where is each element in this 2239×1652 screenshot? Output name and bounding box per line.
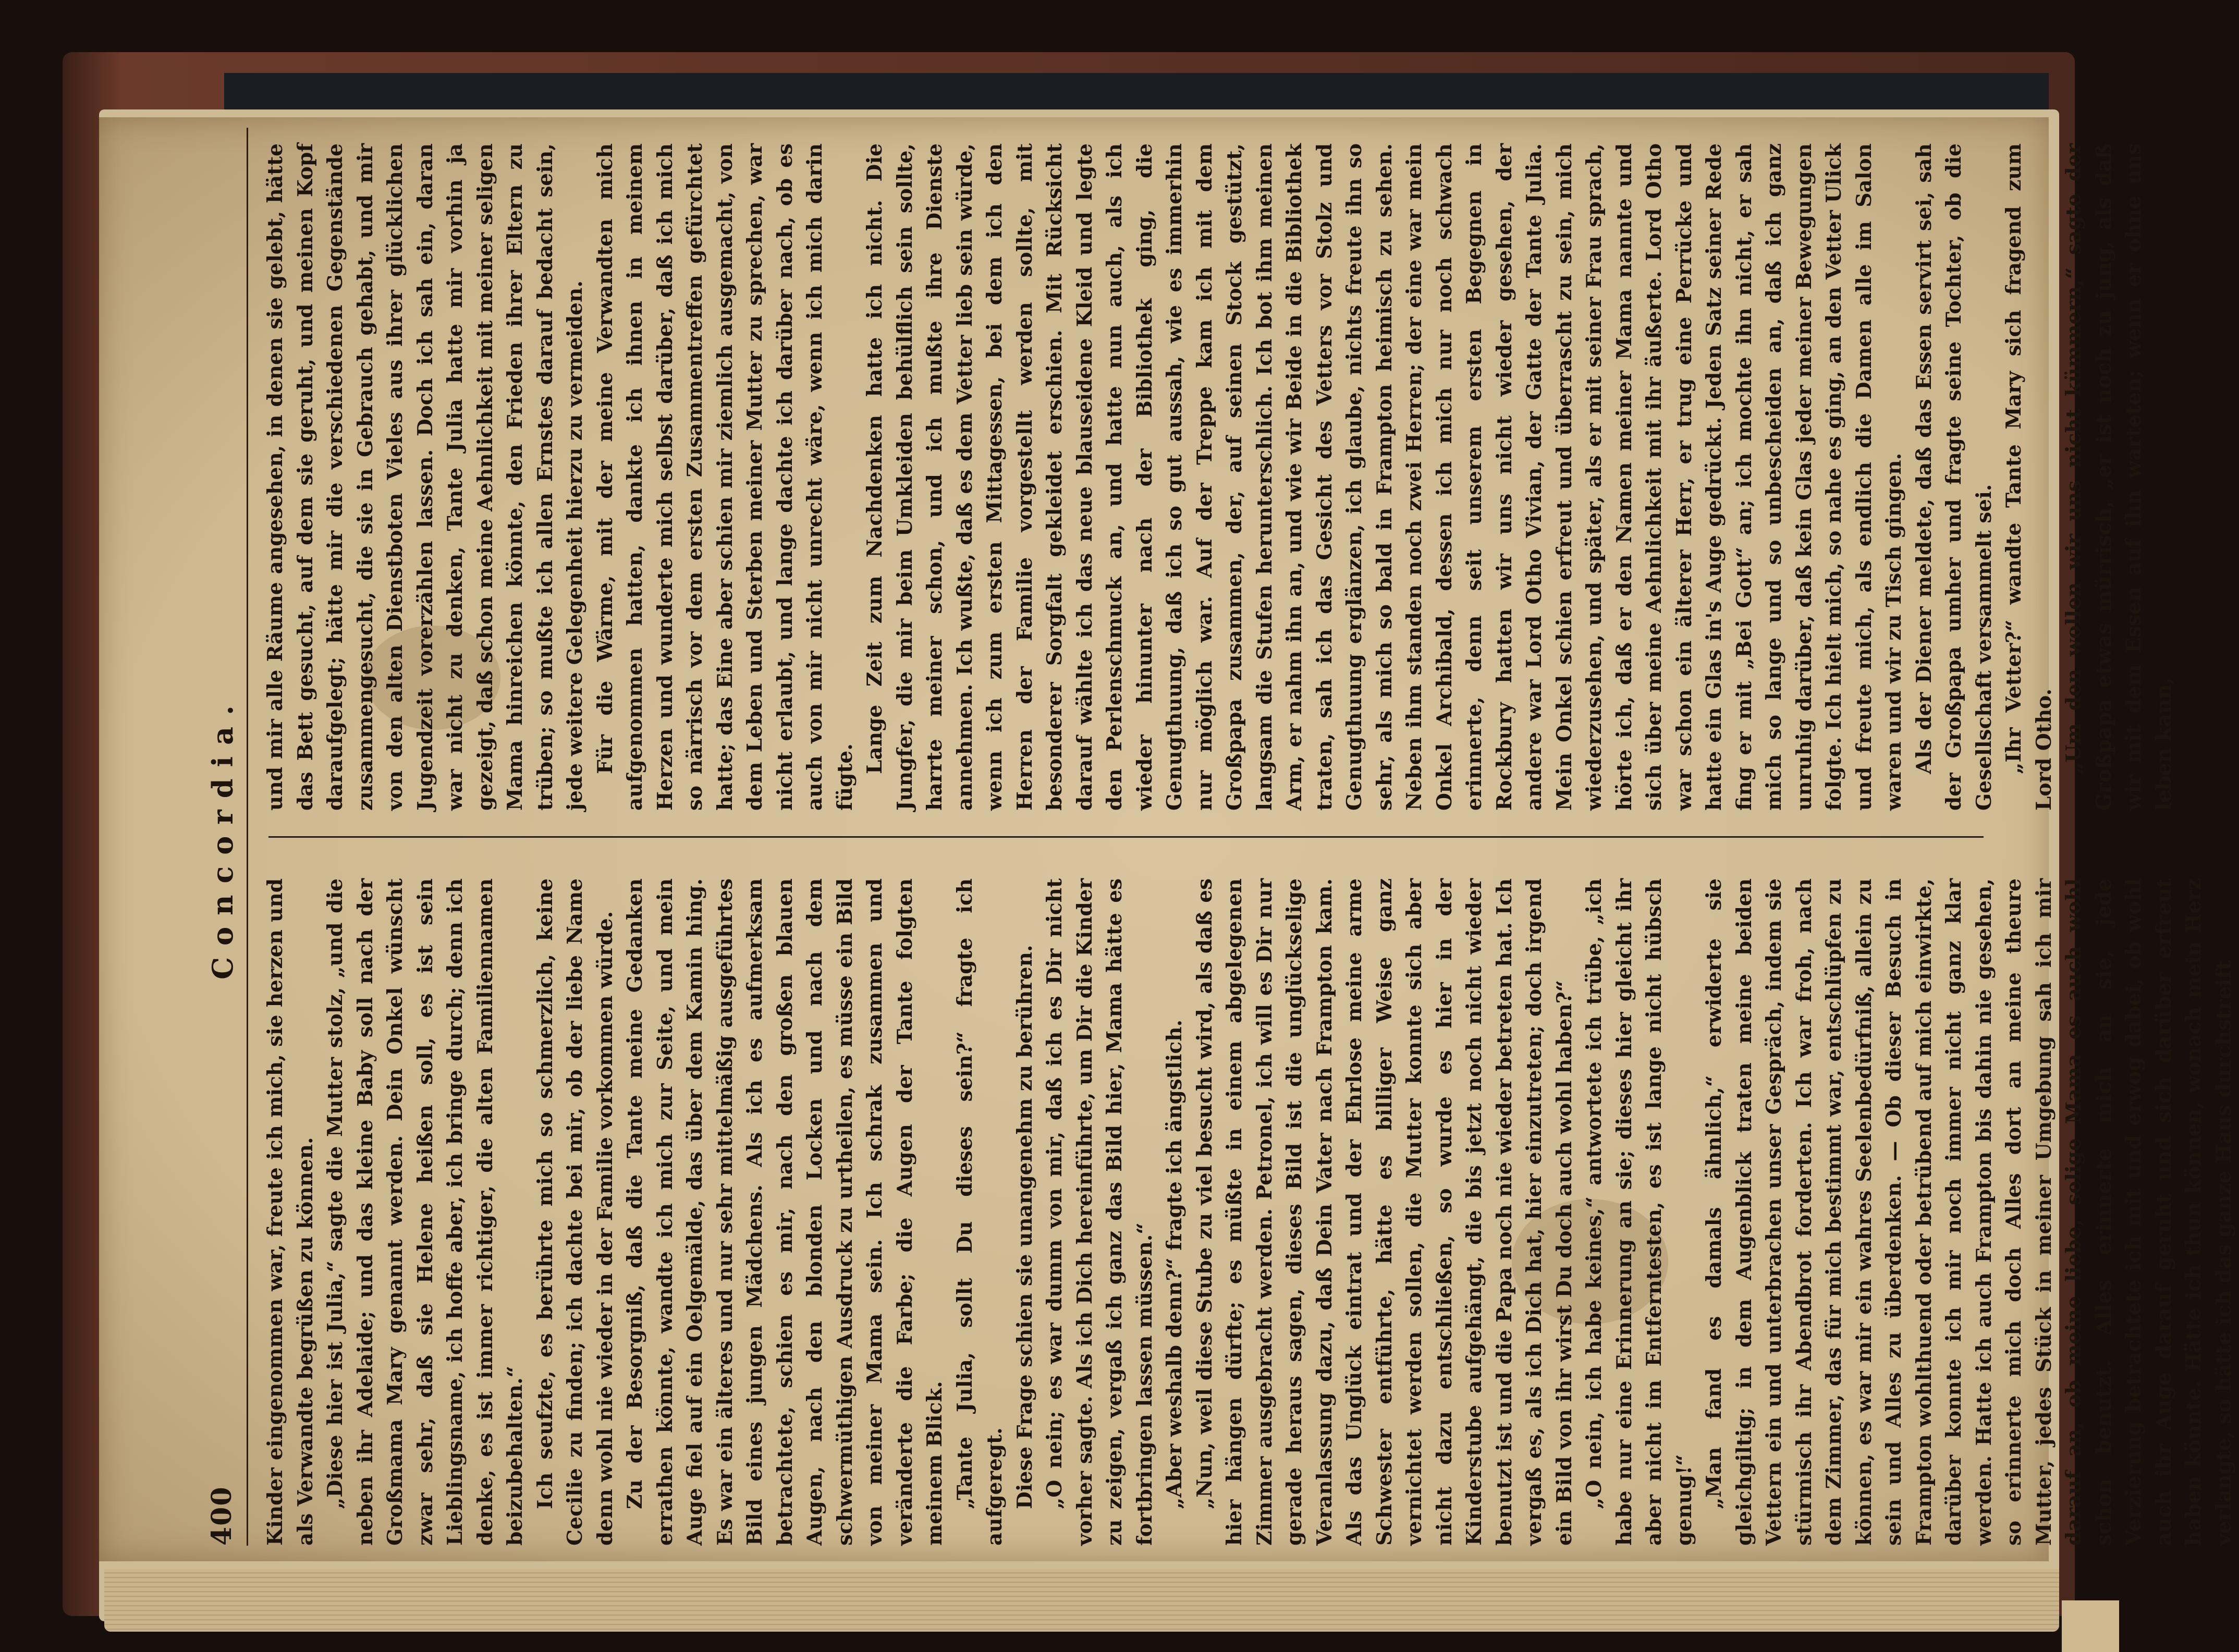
paragraph: „O nein; es war dumm von mir, daß ich es Dir nicht vorher sagte. Als ich Dich hereinführte, um Dir die Kinder zu zeigen, vergaß ich ganz das Bild hier, Mama hätte es fortbringen lassen müssen.“	[1043, 878, 1157, 1546]
paragraph: „Um den wollen wir uns nicht kümmern,“ sagte der Großpapa etwas mürrisch, „er ist noch zu jung, als daß wir mit dem Essen auf ihn warteten; wenn er ohne uns leben kann,	[2062, 143, 2176, 811]
page-edges	[104, 1569, 2059, 1632]
paragraph: „O nein, ich habe keines,“ antwortete ich trübe, „ich habe nur eine Erinnerung an sie; dieses hier gleicht ihr aber nicht im Entferntesten, es ist lange nicht hübsch genug!“	[1582, 878, 1696, 1546]
paragraph: Diese Frage schien sie unangenehm zu berühren.	[1012, 945, 1037, 1509]
text-column-right	[261, 143, 2176, 811]
paragraph: Lange Zeit zum Nachdenken hatte ich nicht. Die Jungfer, die mir beim Umkleiden behülflich sein sollte, harrte meiner schon, und ich mußte ihre Dienste annehmen. Ich wußte, daß es dem Vetter lieb sein würde, wenn ich zum ersten Mittagessen, bei dem ich den Herren der Familie vorgestellt werden sollte, mit besonderer Sorgfalt gekleidet erschien. Mit Rücksicht darauf wählte ich das neue blauseidene Kleid und legte den Perlenschmuck an, und hatte nun auch, als ich wieder hinunter nach der Bibliothek ging, die Genugthuung, daß ich so gut aussah, wie es immerhin nur möglich war. Auf der Treppe kam ich mit dem Großpapa zusammen, der, auf seinen Stock gestützt, langsam die Stufen herunterschlich. Ich bot ihm meinen Arm, er nahm ihn an, und wie wir Beide in die Bibliothek traten, sah ich das Gesicht des Vetters vor Stolz und Genugthuung erglänzen, ich glaube, nichts freute ihn so sehr, als mich so bald in Frampton heimisch zu sehen. Neben ihm standen noch zwei Herren; der eine war mein Onkel Archibald, dessen ich mich nur noch schwach erinnerte, denn seit unserem ersten Begegnen in Rockbury hatten wir uns nicht wieder gesehen, der andere war Lord Otho Vivian, der Gatte der Tante Julia. Mein Onkel schien erfreut und überrascht zu sein, mich wiederzusehen, und später, als er mit seiner Frau sprach, hörte ich, daß er den Namen meiner Mama nannte und sich über meine Aehnlichkeit mit ihr äußerte. Lord Otho war schon ein älterer Herr, er trug eine Perrücke und hatte ein Glas in's Auge gedrückt. Jeden Satz seiner Rede fing er mit „Bei Gott“ an; ich mochte ihn nicht, er sah mich so lange und so unbescheiden an, daß ich ganz unruhig darüber, daß kein Glas jeder meiner Bewegungen folgte. Ich hielt mich, so nahe es ging, an den Vetter Ulick und freute mich, als endlich die Damen alle im Salon waren und wir zu Tisch gingen.	[863, 143, 1906, 811]
running-head: Concordia.	[206, 694, 239, 980]
paragraph: „Man fand es damals ähnlich,“ erwiderte sie gleichgiltig; in dem Augenblick traten meine beiden Vettern ein und unterbrachen unser Gespräch, indem sie stürmisch ihr Abendbrot forderten. Ich war froh, nach dem Zimmer, das für mich bestimmt war, entschlüpfen zu können, es war mir ein wahres Seelenbedürfniß, allein zu sein und Alles zu überdenken. — Ob dieser Besuch in Frampton wohlthuend oder betrübend auf mich einwirkte, darüber konnte ich mir noch immer nicht ganz klar werden. Hatte ich auch Frampton bis dahin nie gesehen, so erinnerte mich doch Alles dort an meine theure Mutter, jedes Stück in meiner Umgebung sah ich mir darauf an, ob meine liebe, selige Mama es auch wohl schon benutzt. Alles erinnerte mich an sie, jede Verzierung betrachtete ich mit und erwog dabei, ob wohl auch ihr Auge darauf geruht und sich darüber erfreut haben könnte. Hätte ich thun können, wonach mein Herz verlangte, so hätte ich das ganze Haus durchstreift	[1702, 878, 2236, 1546]
paragraph: Zu der Besorgniß, daß die Tante meine Gedanken errathen könnte, wandte ich mich zur Seite, und mein Auge fiel auf ein Oelgemälde, das über dem Kamin hing. Es war ein älteres und nur sehr mittelmäßig ausgeführtes Bild eines jungen Mädchens. Als ich es aufmerksam betrachtete, schien es mir, nach den großen blauen Augen, nach den blonden Locken und nach dem schwermüthigen Ausdruck zu urtheilen, es müsse ein Bild von meiner Mama sein. Ich schrak zusammen und veränderte die Farbe; die Augen der Tante folgten meinem Blick.	[623, 878, 947, 1546]
text-column-left	[261, 878, 2236, 1546]
rotated-page-content	[206, 112, 2236, 1561]
paragraph: Kinder eingenommen war, freute ich mich, sie herzen und als Verwandte begrüßen zu können.	[263, 878, 317, 1546]
paragraph: Als der Diener meldete, daß das Essen servirt sei, sah der Großpapa umher und fragte seine Tochter, ob die Gesellschaft versammelt sei.	[1912, 143, 1996, 811]
page-header	[206, 112, 253, 1561]
paragraph: „Ihr Vetter?“ wandte Tante Mary sich fragend zum Lord Otho.	[2002, 143, 2056, 811]
paragraph: „Aber weshalb denn?“ fragte ich ängstlich.	[1163, 1019, 1186, 1509]
column-divider	[268, 836, 1984, 838]
paragraph: Für die Wärme, mit der meine Verwandten mich aufgenommen hatten, dankte ich ihnen in meinem Herzen und wunderte mich selbst darüber, daß ich mich so närrisch vor dem ersten Zusammentreffen gefürchtet hatte; das Eine aber schien mir ziemlich ausgemacht, von dem Leben und Sterben meiner Mutter zu sprechen, war nicht erlaubt, und lange dachte ich darüber nach, ob es auch von mir nicht unrecht wäre, wenn ich mich darin fügte.	[593, 143, 857, 811]
header-rule	[247, 128, 248, 1546]
paragraph: und mir alle Räume angesehen, in denen sie gelebt, hätte das Bett gesucht, auf dem sie geruht, und meinen Kopf daraufgelegt; hätte mir die verschiedenen Gegenstände zusammengesucht, die sie in Gebrauch gehabt, und mir von den alten Dienstboten Vieles aus ihrer glücklichen Jugendzeit vorerzählen lassen. Doch ich sah ein, daran war nicht zu denken, Tante Julia hatte mir vorhin ja gezeigt, daß schon meine Aehnlichkeit mit meiner seligen Mama hinreichen könnte, den Frieden ihrer Eltern zu trüben; so mußte ich allen Ernstes darauf bedacht sein, jede weitere Gelegenheit hierzu zu vermeiden.	[263, 143, 587, 811]
facing-page-fragment	[2062, 1600, 2119, 1652]
paragraph: „Diese hier ist Julia,“ sagte die Mutter stolz, „und die neben ihr Adelaide; und das kleine Baby soll nach der Großmama Mary genannt werden. Dein Onkel wünscht zwar sehr, daß sie Helene heißen soll, es ist sein Lieblingsname, ich hoffe aber, ich bringe durch; denn ich denke, es ist immer richtiger, die alten Familiennamen beizubehalten.“	[323, 878, 527, 1546]
page-number: 400	[206, 1486, 238, 1546]
paragraph: Ich seufzte, es berührte mich so schmerzlich, keine Cecilie zu finden; ich dachte bei mir, ob der liebe Name denn wohl nie wieder in der Familie vorkommen würde.	[533, 878, 617, 1546]
paragraph: „Nun, weil diese Stube zu viel besucht wird, als daß es hier hängen dürfte; es müßte in einem abgelegenen Zimmer ausgebracht werden. Petronel, ich will es Dir nur gerade heraus sagen, dieses Bild ist die unglückselige Veranlassung dazu, daß Dein Vater nach Frampton kam. Als das Unglück eintrat und der Ehrlose meine arme Schwester entführte, hätte es billiger Weise ganz vernichtet werden sollen, die Mutter konnte sich aber nicht dazu entschließen, so wurde es hier in der Kinderstube aufgehängt, die bis jetzt noch nicht wieder benutzt ist und die Papa noch nie wieder betreten hat. Ich vergaß es, als ich Dich hat, hier einzutreten; doch irgend ein Bild von ihr wirst Du doch auch wohl haben?“	[1192, 878, 1576, 1546]
paragraph: „Tante Julia, sollt Du dieses sein?“ fragte ich aufgeregt.	[952, 878, 1007, 1546]
